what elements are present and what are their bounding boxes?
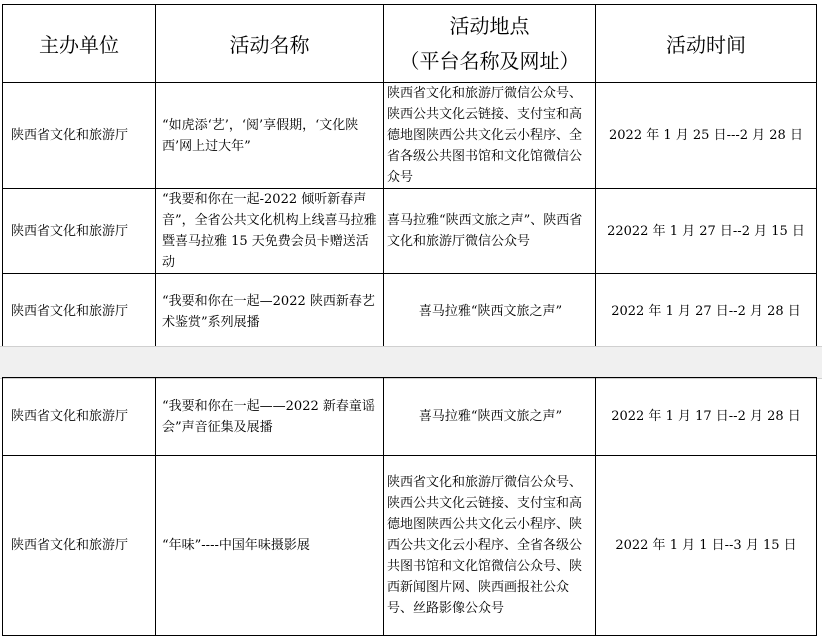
header-row bbox=[3, 5, 817, 83]
activity-cell: “我要和你在一起——2022 新春童谣会”声音征集及展播 bbox=[156, 378, 384, 456]
header-venue-line2: （平台名称及网址） bbox=[399, 48, 580, 73]
header-venue-line1: 活动地点 bbox=[449, 13, 530, 38]
venue-cell: 喜马拉雅“陕西文旅之声” bbox=[384, 274, 596, 350]
table-row bbox=[3, 456, 817, 636]
organizer-cell: 陕西省文化和旅游厅 bbox=[3, 378, 156, 456]
activity-cell: “如虎添‘艺’，‘阅’享假期，‘文化陕西’网上过大年” bbox=[156, 83, 384, 189]
time-cell: 2022 年 1 月 25 日---2 月 28 日 bbox=[596, 83, 817, 189]
venue-cell: 陕西省文化和旅游厅微信公众号、陕西公共文化云链接、支付宝和高德地图陕西公共文化云小程序、全省各级公共图书馆和文化馆微信公众号 bbox=[384, 83, 596, 189]
time-cell: 2022 年 1 月 27 日--2 月 28 日 bbox=[596, 274, 817, 350]
table-row bbox=[3, 83, 817, 189]
organizer-cell: 陕西省文化和旅游厅 bbox=[3, 189, 156, 274]
header-activity: 活动名称 bbox=[156, 5, 384, 83]
table-row bbox=[3, 274, 817, 350]
organizer-cell: 陕西省文化和旅游厅 bbox=[3, 83, 156, 189]
organizer-cell: 陕西省文化和旅游厅 bbox=[3, 456, 156, 636]
time-cell: 2022 年 1 月 1 日--3 月 15 日 bbox=[596, 456, 817, 636]
venue-cell: 喜马拉雅“陕西文旅之声”、陕西省文化和旅游厅微信公众号 bbox=[384, 189, 596, 274]
activity-cell: “年味”----中国年味摄影展 bbox=[156, 456, 384, 636]
time-cell: 22022 年 1 月 27 日--2 月 15 日 bbox=[596, 189, 817, 274]
organizer-cell: 陕西省文化和旅游厅 bbox=[3, 274, 156, 350]
header-time: 活动时间 bbox=[596, 5, 817, 83]
table-row bbox=[3, 189, 817, 274]
venue-cell: 喜马拉雅“陕西文旅之声” bbox=[384, 378, 596, 456]
header-organizer: 主办单位 bbox=[3, 5, 156, 83]
activity-table-page-1 bbox=[2, 4, 817, 350]
page-break bbox=[0, 346, 822, 379]
table-row bbox=[3, 378, 817, 456]
activity-cell: “我要和你在一起—2022 陕西新春艺术鉴赏”系列展播 bbox=[156, 274, 384, 350]
header-venue bbox=[384, 5, 596, 83]
activity-table-page-2 bbox=[2, 377, 817, 636]
activity-cell: “我要和你在一起-2022 倾听新春声音”，全省公共文化机构上线喜马拉雅暨喜马拉雅 15 天免费会员卡赠送活动 bbox=[156, 189, 384, 274]
venue-cell: 陕西省文化和旅游厅微信公众号、陕西公共文化云链接、支付宝和高德地图陕西公共文化云小程序、陕西公共文化云小程序、全省各级公共图书馆和文化馆微信公众号、陕西新闻图片网、陕西画报社公众号、丝路影像公众号 bbox=[384, 456, 596, 636]
time-cell: 2022 年 1 月 17 日--2 月 28 日 bbox=[596, 378, 817, 456]
